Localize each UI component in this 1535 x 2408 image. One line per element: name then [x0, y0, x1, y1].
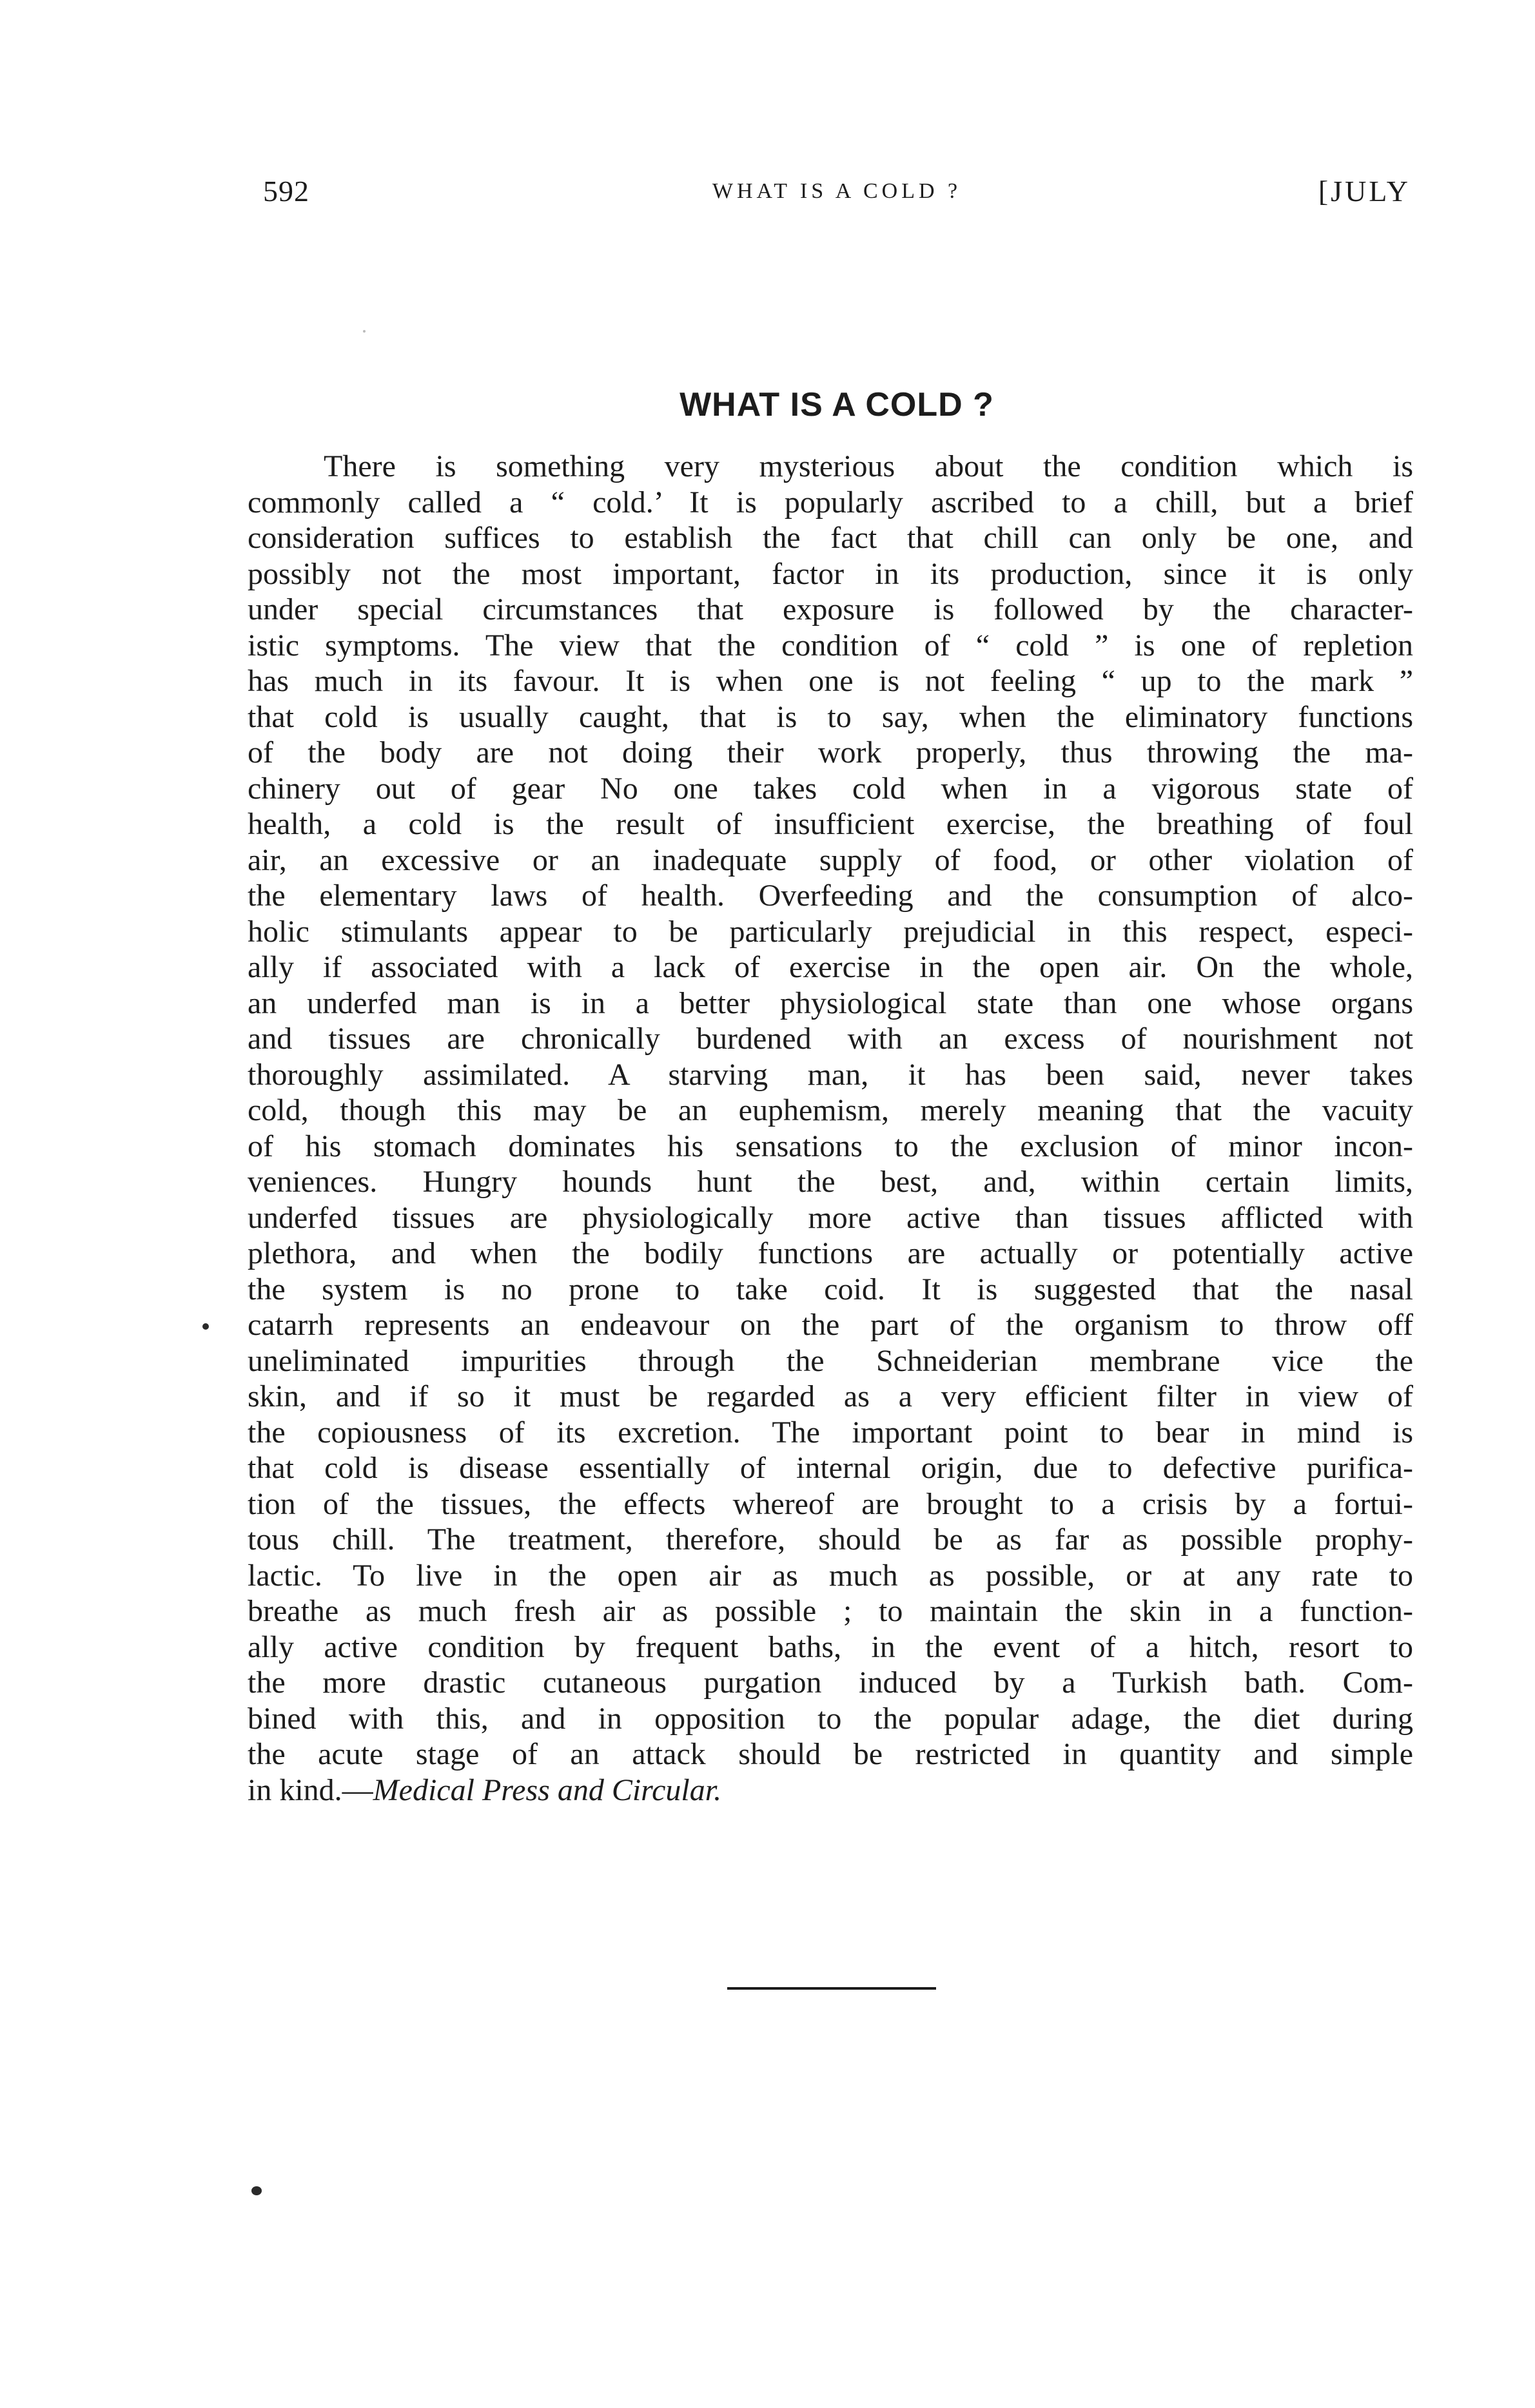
body-line: air, an excessive or an inadequate supply of food, or other violation of — [248, 842, 1413, 877]
page-number: 592 — [263, 175, 309, 208]
margin-dot — [202, 1323, 209, 1330]
body-line: lactic. To live in the open air as much as possible, or at any rate to — [248, 1558, 1413, 1593]
body-line: under special circumstances that exposure is followed by the character- — [248, 592, 1413, 626]
body-line: thoroughly assimilated. A starving man, it has been said, never takes — [248, 1057, 1413, 1092]
body-line: the system is no prone to take coid. It is suggested that the nasal — [248, 1272, 1413, 1306]
body-line: skin, and if so it must be regarded as a very efficient filter in view of — [248, 1379, 1413, 1413]
body-line: holic stimulants appear to be particularly prejudicial in this respect, especi- — [248, 914, 1413, 949]
body-line: of the body are not doing their work properly, thus throwing the ma- — [248, 735, 1413, 770]
body-line: catarrh represents an endeavour on the part of the organism to throw off — [248, 1308, 1413, 1342]
body-line: tous chill. The treatment, therefore, should be as far as possible prophy- — [248, 1522, 1413, 1557]
body-line: bined with this, and in opposition to the popular adage, the diet during — [248, 1701, 1413, 1736]
body-line-final — [248, 1772, 1413, 1809]
body-line: and tissues are chronically burdened with an excess of nourishment not — [248, 1022, 1413, 1056]
body-line: consideration suffices to establish the fact that chill can only be one, and — [248, 521, 1413, 555]
body-line: that cold is usually caught, that is to say, when the eliminatory functions — [248, 699, 1413, 734]
source-citation: Medical Press and Circular. — [373, 1772, 722, 1807]
closing-text: in kind.— — [248, 1772, 373, 1807]
body-line: ally active condition by frequent baths, in the event of a hitch, resort to — [248, 1629, 1413, 1664]
body-line: has much in its favour. It is when one is not feeling “ up to the mark ” — [248, 664, 1413, 698]
running-head — [263, 174, 1411, 226]
running-title: WHAT IS A COLD ? — [712, 179, 962, 203]
ink-blot — [251, 2186, 262, 2195]
body-line: an underfed man is in a better physiological state than one whose organs — [248, 986, 1413, 1020]
running-month: [JULY — [1318, 175, 1411, 208]
body-line: the acute stage of an attack should be restricted in quantity and simple — [248, 1737, 1413, 1771]
body-line: veniences. Hungry hounds hunt the best, and, within certain limits, — [248, 1165, 1413, 1199]
body-line: commonly called a “ cold.’ It is popularly ascribed to a chill, but a brief — [248, 485, 1413, 519]
body-line: the copiousness of its excretion. The important point to bear in mind is — [248, 1415, 1413, 1450]
article-body — [248, 449, 1413, 1808]
body-line: underfed tissues are physiologically more active than tissues afflicted with — [248, 1200, 1413, 1235]
body-line: istic symptoms. The view that the condition of “ cold ” is one of repletion — [248, 628, 1413, 663]
speck-mark — [363, 330, 366, 333]
body-line: ally if associated with a lack of exercise in the open air. On the whole, — [248, 950, 1413, 984]
body-line: possibly not the most important, factor in its production, since it is only — [248, 556, 1413, 591]
body-line: plethora, and when the bodily functions are actually or potentially active — [248, 1236, 1413, 1270]
body-line: health, a cold is the result of insufficient exercise, the breathing of foul — [248, 807, 1413, 841]
body-line: the elementary laws of health. Overfeeding and the consumption of alco- — [248, 879, 1413, 913]
body-line: that cold is disease essentially of internal origin, due to defective purifica- — [248, 1451, 1413, 1485]
body-line: chinery out of gear No one takes cold when in a vigorous state of — [248, 771, 1413, 806]
body-line: There is something very mysterious about the condition which is — [324, 449, 1413, 483]
body-line: of his stomach dominates his sensations to the exclusion of minor incon- — [248, 1129, 1413, 1163]
body-line: uneliminated impurities through the Schneiderian membrane vice the — [248, 1343, 1413, 1378]
body-line: breathe as much fresh air as possible ; to maintain the skin in a function- — [248, 1594, 1413, 1628]
body-line: cold, though this may be an euphemism, merely meaning that the vacuity — [248, 1093, 1413, 1127]
body-line: tion of the tissues, the effects whereof are brought to a crisis by a fortui- — [248, 1486, 1413, 1521]
article-title: WHAT IS A COLD ? — [680, 386, 994, 423]
body-line: the more drastic cutaneous purgation induced by a Turkish bath. Com- — [248, 1665, 1413, 1700]
end-rule — [727, 1987, 936, 1990]
